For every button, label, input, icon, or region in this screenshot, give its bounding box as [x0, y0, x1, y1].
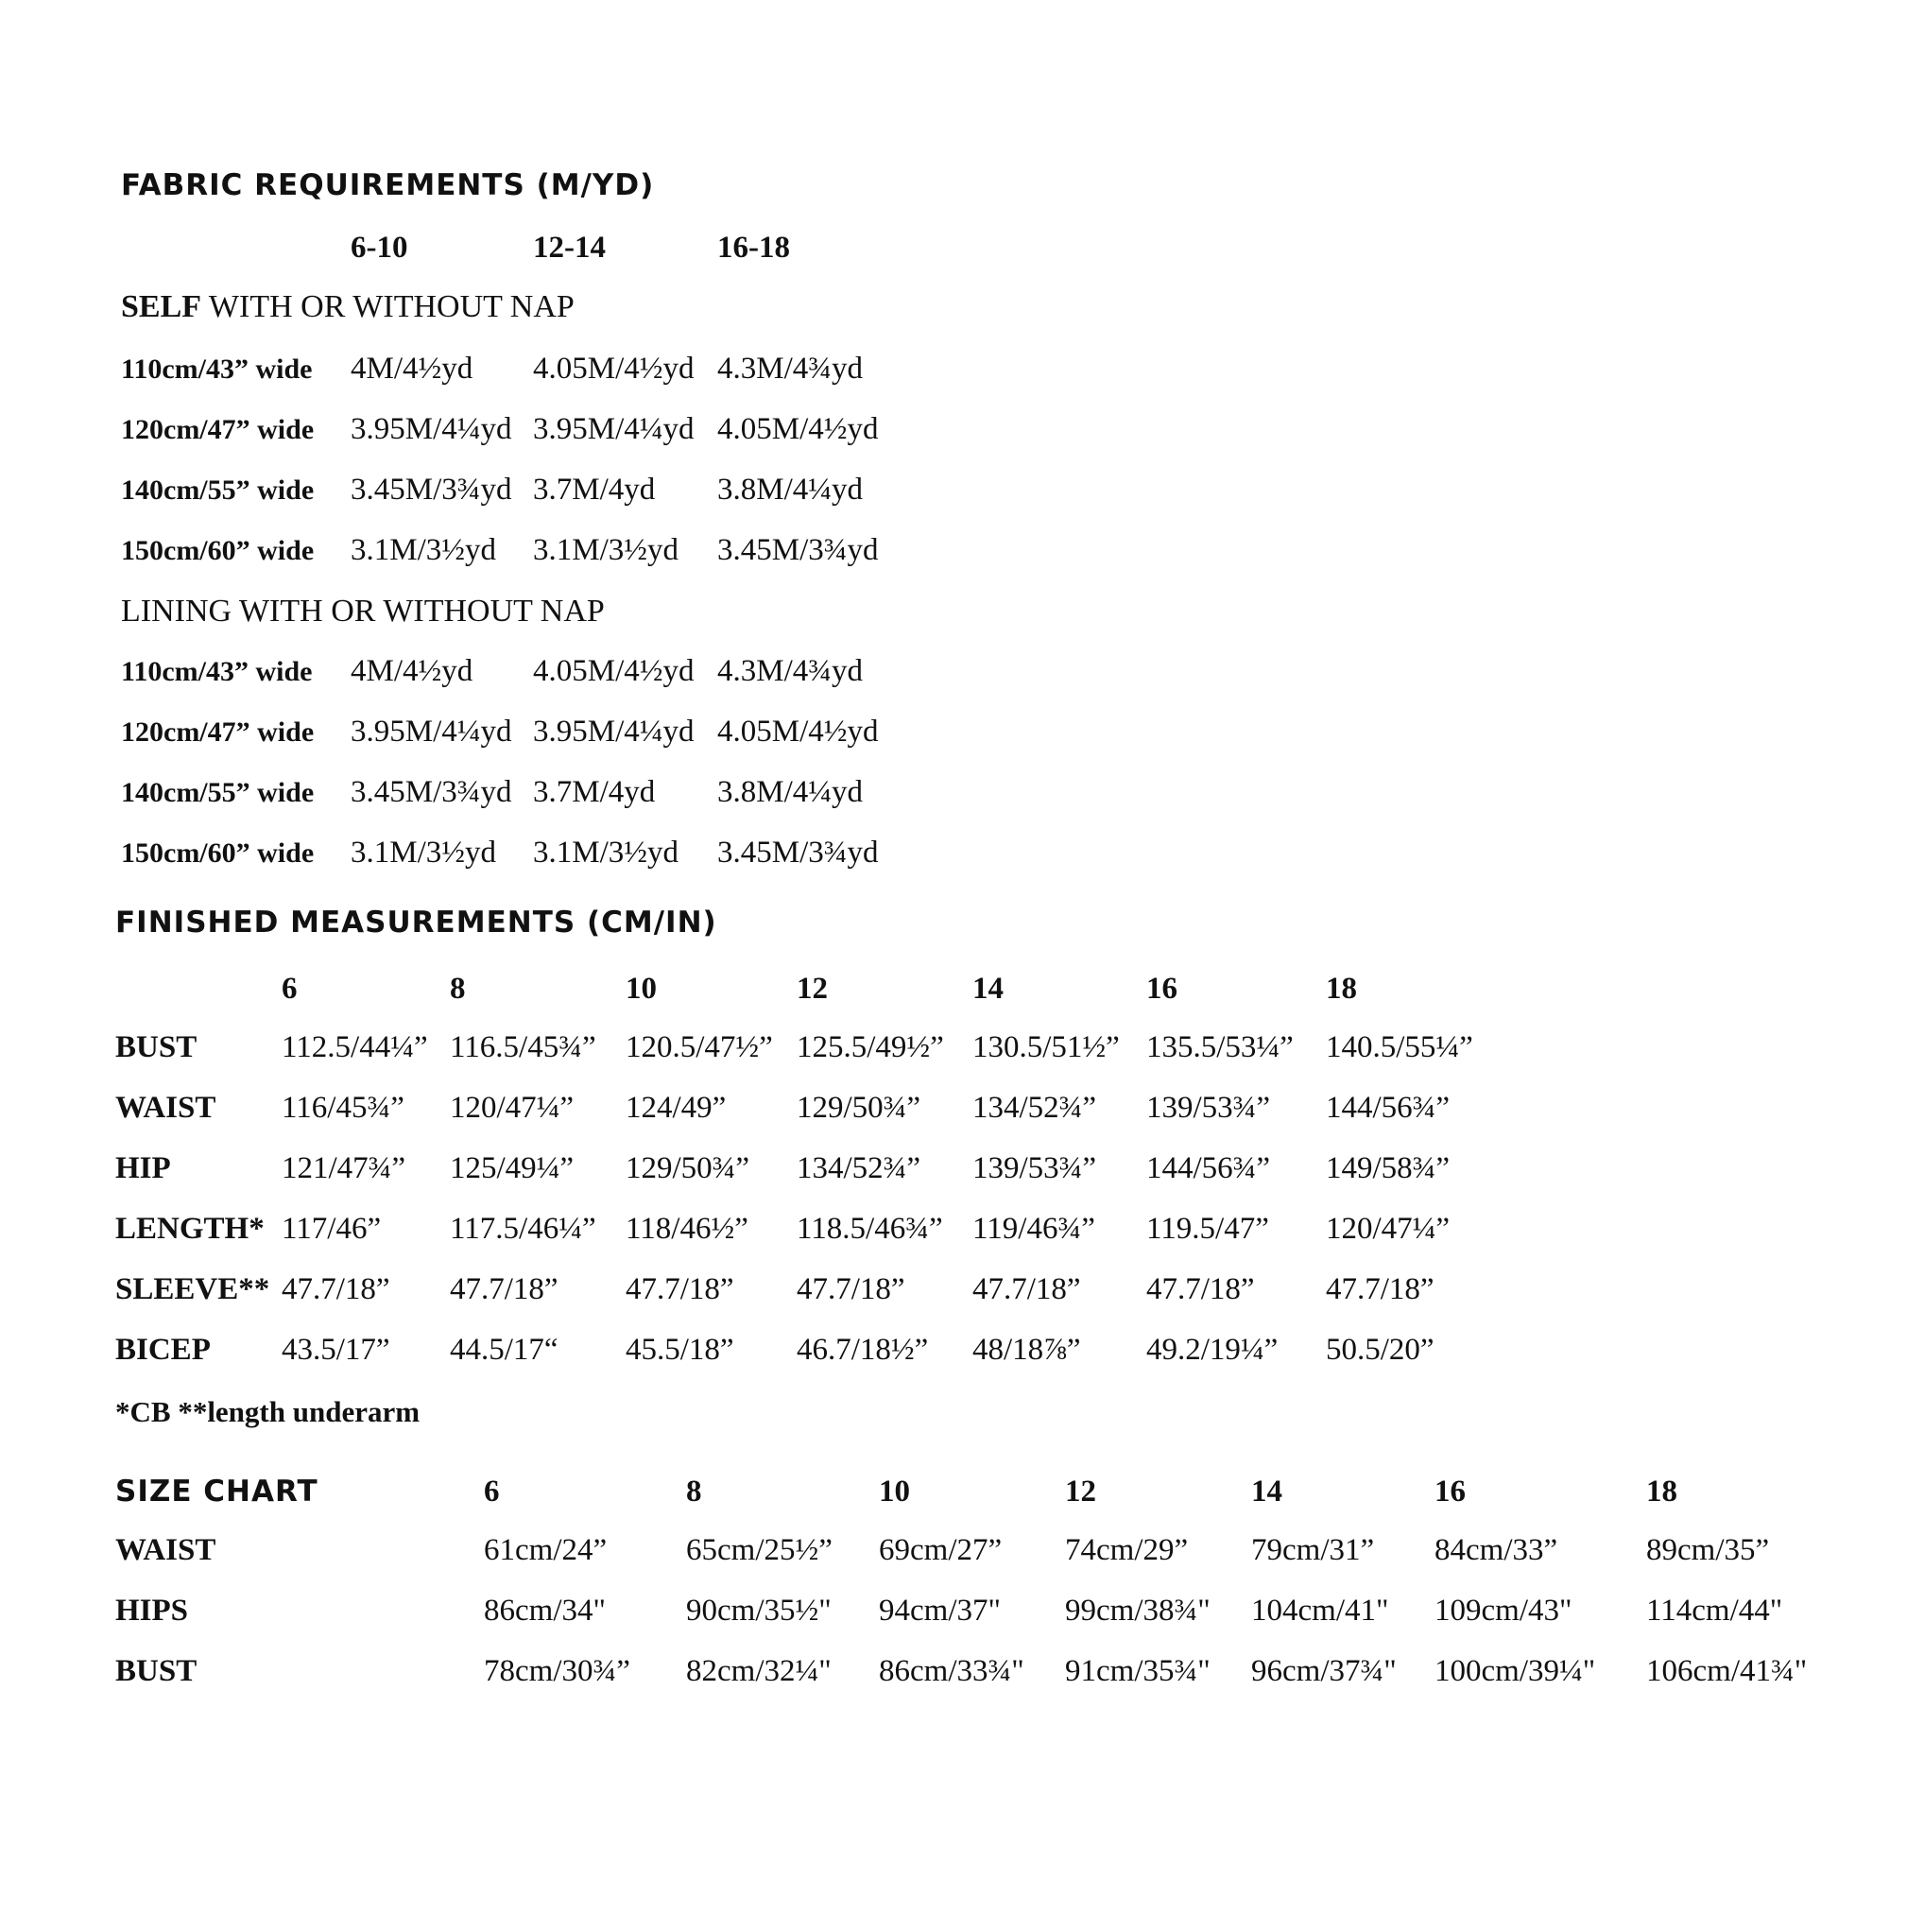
fabric-value: 3.7M/4yd: [533, 473, 656, 507]
measurement-value: 47.7/18”: [450, 1272, 558, 1306]
measurement-value: 44.5/17“: [450, 1333, 558, 1367]
measurement-value: 50.5/20”: [1326, 1333, 1434, 1367]
fabric-value: 3.95M/4¼yd: [533, 715, 695, 749]
size-chart-value: 106cm/41¾": [1646, 1654, 1808, 1688]
fabric-value: 3.1M/3½yd: [351, 836, 497, 870]
size-chart-value: 94cm/37": [879, 1594, 1001, 1628]
self-heading-rest: WITH OR WITHOUT NAP: [201, 289, 575, 324]
size-chart-header: 12: [1065, 1475, 1096, 1509]
fabric-width-label: 150cm/60” wide: [121, 837, 315, 869]
measurement-value: 144/56¾”: [1146, 1151, 1271, 1185]
size-chart-value: 86cm/34": [484, 1594, 606, 1628]
size-chart-header: 16: [1434, 1475, 1466, 1509]
measurement-value: 144/56¾”: [1326, 1091, 1451, 1125]
measurement-value: 129/50¾”: [797, 1091, 921, 1125]
measurement-value: 112.5/44¼”: [282, 1030, 428, 1064]
fabric-value: 4.3M/4¾yd: [717, 654, 864, 688]
fabric-value: 3.45M/3¾yd: [717, 836, 879, 870]
fabric-width-label: 120cm/47” wide: [121, 414, 315, 445]
measurement-value: 129/50¾”: [626, 1151, 750, 1185]
size-chart-label: BUST: [115, 1654, 198, 1688]
measurement-value: 118.5/46¾”: [797, 1212, 943, 1246]
fabric-value: 3.1M/3½yd: [533, 533, 679, 567]
size-chart-value: 69cm/27”: [879, 1533, 1003, 1567]
fabric-value: 3.8M/4¼yd: [717, 473, 864, 507]
measurement-value: 130.5/51½”: [972, 1030, 1120, 1064]
fabric-value: 4M/4½yd: [351, 654, 473, 688]
fabric-value: 3.45M/3¾yd: [351, 775, 512, 809]
measurement-value: 125/49¼”: [450, 1151, 575, 1185]
measurement-value: 134/52¾”: [972, 1091, 1097, 1125]
size-chart-header: 14: [1251, 1475, 1282, 1509]
measurement-value: 47.7/18”: [282, 1272, 390, 1306]
measurement-value: 48/18⅞”: [972, 1333, 1081, 1367]
measurement-value: 43.5/17”: [282, 1333, 390, 1367]
size-chart-value: 74cm/29”: [1065, 1533, 1189, 1567]
fabric-value: 3.8M/4¼yd: [717, 775, 864, 809]
measurement-value: 117/46”: [282, 1212, 382, 1246]
measurement-value: 117.5/46¼”: [450, 1212, 596, 1246]
measurement-value: 116.5/45¾”: [450, 1030, 596, 1064]
fabric-value: 4M/4½yd: [351, 352, 473, 386]
measurement-footnote: *CB **length underarm: [115, 1395, 421, 1428]
measurement-value: 139/53¾”: [1146, 1091, 1271, 1125]
measurement-value: 135.5/53¼”: [1146, 1030, 1294, 1064]
measurement-label: HIP: [115, 1151, 171, 1185]
fabric-value: 4.05M/4½yd: [717, 715, 879, 749]
measurement-value: 124/49”: [626, 1091, 727, 1125]
measurement-value: 45.5/18”: [626, 1333, 734, 1367]
size-chart-value: 61cm/24”: [484, 1533, 608, 1567]
size-chart-value: 100cm/39¼": [1434, 1654, 1596, 1688]
size-chart-value: 84cm/33”: [1434, 1533, 1558, 1567]
measurement-value: 47.7/18”: [797, 1272, 905, 1306]
size-chart-value: 99cm/38¾": [1065, 1594, 1211, 1628]
measurement-value: 47.7/18”: [1326, 1272, 1434, 1306]
measurement-value: 120.5/47½”: [626, 1030, 773, 1064]
lining-group-heading: LINING WITH OR WITHOUT NAP: [121, 594, 605, 629]
size-chart-value: 86cm/33¾": [879, 1654, 1024, 1688]
measurement-value: 47.7/18”: [1146, 1272, 1255, 1306]
fabric-value: 3.95M/4¼yd: [351, 412, 512, 446]
self-group-heading: [121, 291, 575, 323]
measurement-label: BUST: [115, 1030, 198, 1064]
measurement-label: SLEEVE**: [115, 1272, 270, 1306]
finished-size-header: 10: [626, 972, 657, 1006]
measurement-value: 140.5/55¼”: [1326, 1030, 1473, 1064]
finished-size-header: 12: [797, 972, 828, 1006]
fabric-width-label: 140cm/55” wide: [121, 474, 315, 506]
measurement-label: LENGTH*: [115, 1212, 265, 1246]
fabric-value: 3.1M/3½yd: [533, 836, 679, 870]
measurement-value: 119/46¾”: [972, 1212, 1095, 1246]
size-chart-header: 10: [879, 1475, 910, 1509]
size-chart-value: 96cm/37¾": [1251, 1654, 1397, 1688]
size-chart-value: 82cm/32¼": [686, 1654, 832, 1688]
size-chart-label: HIPS: [115, 1594, 189, 1628]
fabric-size-header: 12-14: [533, 231, 606, 265]
measurement-value: 118/46½”: [626, 1212, 748, 1246]
measurement-value: 149/58¾”: [1326, 1151, 1451, 1185]
fabric-requirements-title: FABRIC REQUIREMENTS (M/YD): [121, 168, 655, 202]
fabric-width-label: 110cm/43” wide: [121, 354, 313, 385]
size-chart-value: 109cm/43": [1434, 1594, 1572, 1628]
fabric-width-label: 150cm/60” wide: [121, 535, 315, 566]
fabric-value: 4.05M/4½yd: [533, 654, 695, 688]
measurement-value: 116/45¾”: [282, 1091, 404, 1125]
fabric-value: 4.05M/4½yd: [717, 412, 879, 446]
size-chart-title: SIZE CHART: [115, 1475, 318, 1509]
measurement-label: BICEP: [115, 1333, 211, 1367]
measurement-label: WAIST: [115, 1091, 216, 1125]
fabric-width-label: 120cm/47” wide: [121, 716, 315, 748]
finished-size-header: 6: [282, 972, 298, 1006]
finished-size-header: 16: [1146, 972, 1177, 1006]
size-chart-value: 79cm/31”: [1251, 1533, 1375, 1567]
finished-size-header: 14: [972, 972, 1004, 1006]
measurement-value: 49.2/19¼”: [1146, 1333, 1279, 1367]
measurement-value: 134/52¾”: [797, 1151, 921, 1185]
fabric-size-header: 6-10: [351, 231, 408, 265]
size-chart-label: WAIST: [115, 1533, 216, 1567]
fabric-value: 3.45M/3¾yd: [351, 473, 512, 507]
measurement-value: 120/47¼”: [1326, 1212, 1451, 1246]
size-chart-value: 114cm/44": [1646, 1594, 1783, 1628]
fabric-width-label: 110cm/43” wide: [121, 656, 313, 687]
finished-size-header: 8: [450, 972, 466, 1006]
size-chart-header: 18: [1646, 1475, 1677, 1509]
measurement-value: 47.7/18”: [972, 1272, 1081, 1306]
size-chart-header: 6: [484, 1475, 500, 1509]
measurement-value: 139/53¾”: [972, 1151, 1097, 1185]
fabric-size-header: 16-18: [717, 231, 790, 265]
size-chart-value: 90cm/35½": [686, 1594, 832, 1628]
fabric-value: 3.1M/3½yd: [351, 533, 497, 567]
measurement-value: 119.5/47”: [1146, 1212, 1269, 1246]
measurement-value: 47.7/18”: [626, 1272, 734, 1306]
measurement-value: 120/47¼”: [450, 1091, 575, 1125]
fabric-value: 3.7M/4yd: [533, 775, 656, 809]
self-bold-label: SELF: [121, 289, 202, 324]
size-chart-value: 78cm/30¾”: [484, 1654, 630, 1688]
measurement-value: 121/47¾”: [282, 1151, 406, 1185]
finished-measurements-title: FINISHED MEASUREMENTS (CM/IN): [115, 906, 717, 940]
finished-size-header: 18: [1326, 972, 1357, 1006]
size-chart-value: 104cm/41": [1251, 1594, 1389, 1628]
fabric-value: 3.45M/3¾yd: [717, 533, 879, 567]
fabric-value: 3.95M/4¼yd: [533, 412, 695, 446]
fabric-value: 4.05M/4½yd: [533, 352, 695, 386]
size-chart-header: 8: [686, 1475, 702, 1509]
fabric-value: 3.95M/4¼yd: [351, 715, 512, 749]
fabric-width-label: 140cm/55” wide: [121, 777, 315, 808]
size-chart-value: 65cm/25½”: [686, 1533, 833, 1567]
measurement-value: 125.5/49½”: [797, 1030, 944, 1064]
size-chart-value: 91cm/35¾": [1065, 1654, 1211, 1688]
measurement-value: 46.7/18½”: [797, 1333, 929, 1367]
fabric-value: 4.3M/4¾yd: [717, 352, 864, 386]
size-chart-value: 89cm/35”: [1646, 1533, 1770, 1567]
